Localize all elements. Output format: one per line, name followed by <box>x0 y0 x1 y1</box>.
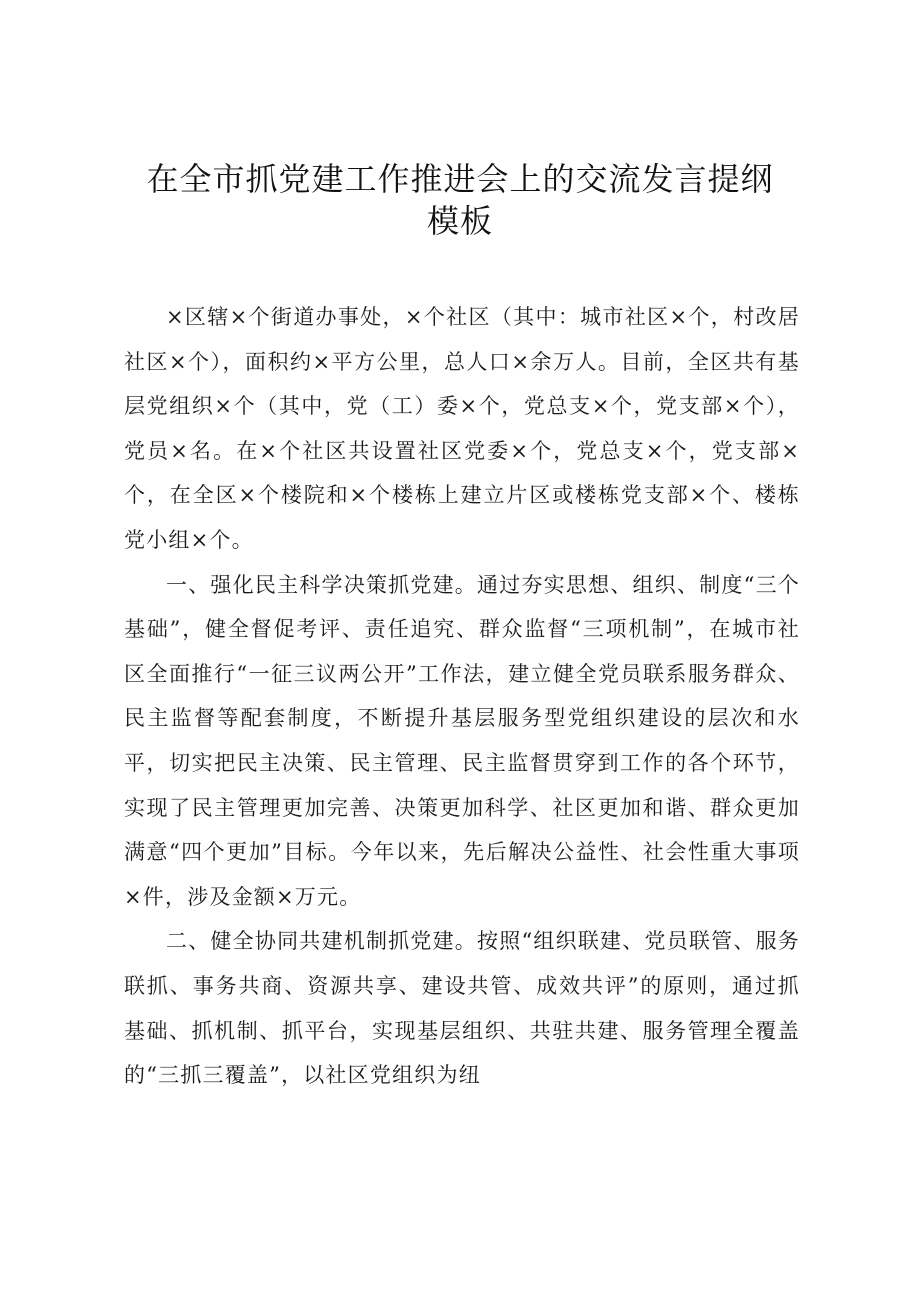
document-title <box>110 158 810 242</box>
document-body <box>124 295 800 1098</box>
paragraph-section-1: 一、强化民主科学决策抓党建。通过夯实思想、组织、制度“三个基础”，健全督促考评、责任追究、群众监督“三项机制”，在城市社区全面推行“一征三议两公开”工作法，建立健全党员联系服务群众、民主监督等配套制度，不断提升基层服务型党组织建设的层次和水平，切实把民主决策、民主管理、民主监督贯穿到工作的各个环节，实现了民主管理更加完善、决策更加科学、社区更加和谐、群众更加满意“四个更加”目标。今年以来，先后解决公益性、社会性重大事项×件，涉及金额×万元。 <box>124 572 800 909</box>
paragraph-intro: ×区辖×个街道办事处，×个社区（其中：城市社区×个，村改居社区×个），面积约×平方公里，总人口×余万人。目前，全区共有基层党组织×个（其中，党（工）委×个，党总支×个，党支部×个），党员×名。在×个社区共设置社区党委×个，党总支×个，党支部×个，在全区×个楼院和×个楼栋上建立片区或楼栋党支部×个、楼栋党小组×个。 <box>124 305 800 552</box>
title-line-1: 在全市抓党建工作推进会上的交流发言提纲 <box>146 160 774 198</box>
paragraph-section-2: 二、健全协同共建机制抓党建。按照“组织联建、党员联管、服务联抓、事务共商、资源共享、建设共管、成效共评”的原则，通过抓基础、抓机制、抓平台，实现基层组织、共驻共建、服务管理全覆盖的“三抓三覆盖”，以社区党组织为纽 <box>124 929 800 1088</box>
title-line-2: 模板 <box>426 202 493 240</box>
